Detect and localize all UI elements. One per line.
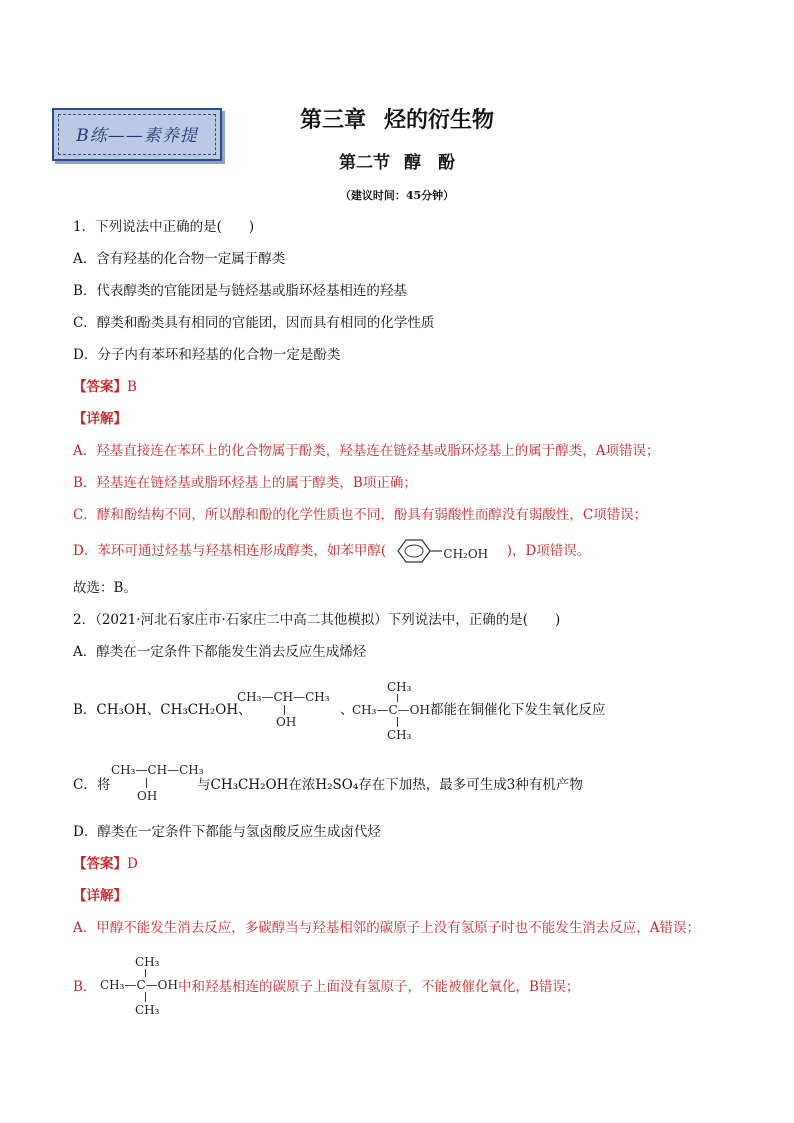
benzyl-alcohol-structure	[390, 542, 502, 562]
q2-detail-label: 【详解】	[73, 888, 127, 904]
tbutanol-b-bond-top	[145, 969, 146, 977]
q1-answer-value: B	[127, 379, 137, 395]
isopropanol-main-chain: CH₃—CH—CH₃	[237, 690, 330, 704]
q1-detail-tag	[73, 409, 127, 429]
section-number: 第二节	[339, 153, 390, 173]
q2-option-c-prefix: C．将	[73, 777, 111, 793]
q2-option-d: D．醇类在一定条件下都能与氢卤酸反应生成卤代烃	[73, 824, 381, 840]
tbutanol-top: CH₃	[387, 680, 412, 694]
q2-stem: 2．（2021·河北石家庄市·石家庄二中高二其他模拟）下列说法中，正确的是( )	[73, 612, 561, 628]
isopropanol-bond	[284, 705, 285, 715]
q2-answer-value: D	[127, 856, 138, 872]
q2-detail-b-prefix: B．	[73, 979, 97, 995]
q1-option-a: A．含有羟基的化合物一定属于醇类	[73, 251, 286, 267]
chapter-name: 烃的衍生物	[384, 108, 495, 133]
tbutanol-b-bond-bottom	[145, 992, 146, 1002]
tbutanol-bond-top	[397, 694, 398, 702]
isopropanol-c-main-chain: CH₃—CH—CH₃	[111, 763, 204, 777]
q2-option-b-sep: 、	[340, 702, 354, 718]
q2-option-b-suffix: 都能在铜催化下发生氧化反应	[430, 702, 606, 718]
tbutanol-b-bottom: CH₃	[135, 1003, 160, 1017]
q1-option-b: B．代表醇类的官能团是与链烃基或脂环烃基相连的羟基	[73, 283, 407, 299]
benzyl-ch2oh-label: CH₂OH	[443, 546, 489, 561]
tbutanol-middle: CH₃—C—OH	[352, 703, 430, 717]
q1-conclusion: 故选：B。	[73, 580, 137, 596]
q2-detail-b-suffix: 中和羟基相连的碳原子上面没有氢原子，不能被催化氧化，B错误；	[178, 979, 580, 995]
q1-detail-c: C．酵和酚结构不同，所以醇和酚的化学性质也不同，酚具有弱酸性而醇没有弱酸性，C项错误；	[73, 507, 648, 523]
isopropanol-oh: OH	[276, 715, 297, 729]
tbutanol-bottom: CH₃	[387, 728, 412, 742]
q1-stem: 1．下列说法中正确的是( )	[73, 219, 255, 235]
q1-detail-b: B．羟基连在链烃基或脂环烃基上的属于醇类，B项正确；	[73, 475, 417, 491]
badge-label: B练——素养提	[76, 126, 198, 146]
q1-detail-d	[73, 541, 590, 562]
section-title	[0, 148, 794, 173]
q2-answer-tag: 【答案】	[73, 856, 127, 872]
q2-detail-a: A．甲醇不能发生消去反应，多碳醇当与羟基相邻的碳原子上没有氢原子时也不能发生消去反应，A错误；	[73, 920, 700, 936]
q2-option-c-suffix: 与CH₃CH₂OH在浓H₂SO₄存在下加热，最多可生成3种有机产物	[197, 777, 583, 793]
suggested-time: （建议时间：45分钟）	[339, 189, 455, 202]
isopropanol-c-oh: OH	[137, 789, 158, 803]
q2-answer	[73, 854, 138, 874]
tbutanol-b-top: CH₃	[135, 955, 160, 969]
q1-option-d: D．分子内有苯环和羟基的化合物一定是酚类	[73, 347, 341, 363]
q2-option-a: A．醇类在一定条件下都能发生消去反应生成烯烃	[73, 644, 367, 660]
q1-answer-tag: 【答案】	[73, 379, 127, 395]
q2-option-b-prefix: B．CH₃OH、CH₃CH₂OH、	[73, 702, 252, 718]
isopropanol-c-bond	[146, 778, 147, 788]
q1-answer	[73, 377, 137, 397]
section-name: 醇 酚	[404, 153, 455, 173]
q1-detail-a: A．羟基直接连在苯环上的化合物属于酚类，羟基连在链烃基或脂环烃基上的属于醇类，A项错误；	[73, 443, 660, 459]
q1-detail-d-prefix: D．苯环可通过烃基与羟基相连形成醇类，如苯甲醇(	[73, 543, 387, 559]
tbutanol-b-middle: CH₃—C—OH	[100, 978, 178, 992]
q1-option-c: C．醇类和酚类具有相同的官能团，因而具有相同的化学性质	[73, 315, 435, 331]
chapter-number: 第三章	[299, 108, 366, 133]
q1-detail-label: 【详解】	[73, 411, 127, 427]
chapter-title	[0, 103, 794, 134]
q1-detail-d-suffix: )，D项错误。	[506, 543, 591, 559]
tbutanol-bond-bottom	[397, 717, 398, 727]
q2-detail-tag	[73, 886, 127, 906]
